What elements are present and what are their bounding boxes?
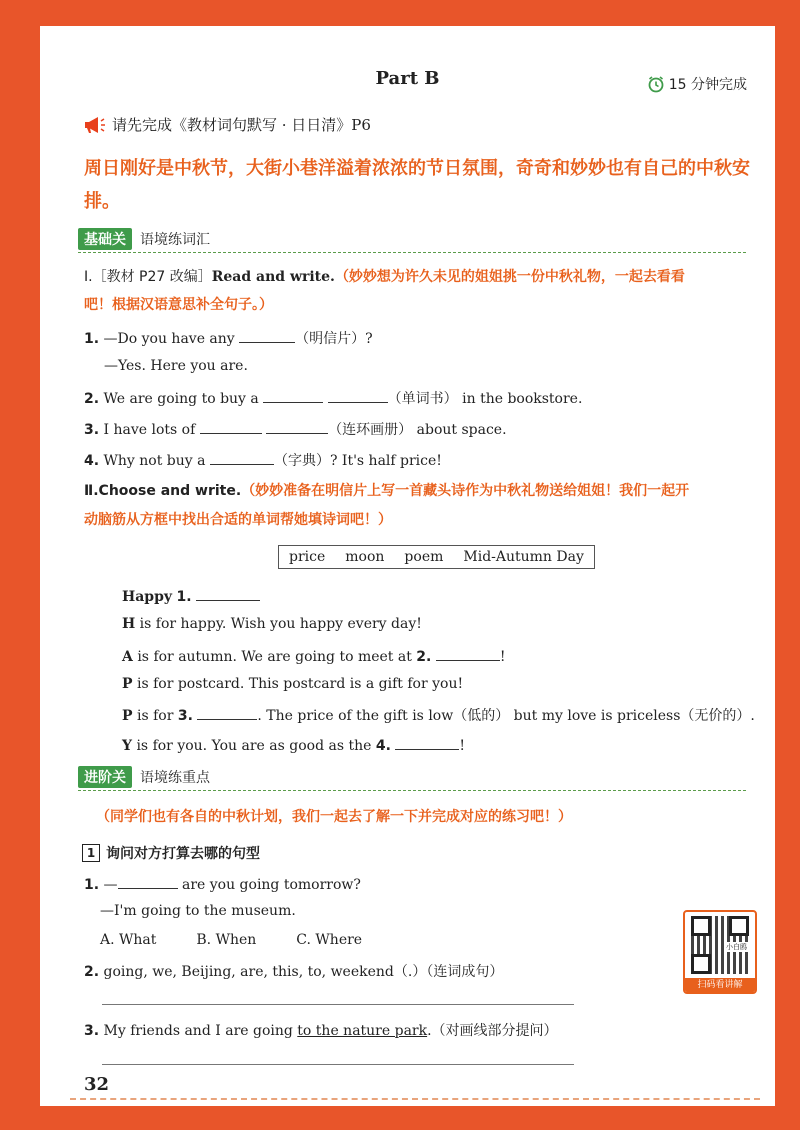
section-two-note: （同学们也有各自的中秋计划，我们一起去了解一下并完成对应的练习吧！） xyxy=(96,809,572,825)
poem-line-3 xyxy=(122,646,505,665)
answer-blank[interactable] xyxy=(328,388,388,403)
poem-line-5 xyxy=(122,705,755,725)
timer-label: 15 分钟完成 xyxy=(668,77,747,93)
section-advanced xyxy=(78,766,746,791)
question-1 xyxy=(84,328,373,348)
question-hint: （明信片）? xyxy=(295,331,373,347)
poem-text: is for autumn. We are going to meet at xyxy=(132,649,412,665)
megaphone-icon xyxy=(82,115,106,135)
answer-blank[interactable] xyxy=(200,419,262,434)
poem-text: ! xyxy=(499,649,506,665)
page-title: Part B xyxy=(375,68,440,89)
poem-initial: A xyxy=(122,649,133,665)
word-option: poem xyxy=(404,549,444,565)
bottom-divider xyxy=(70,1098,760,1100)
answer-blank[interactable] xyxy=(197,705,257,720)
part-two-title: Choose and write. xyxy=(98,483,242,499)
word-box xyxy=(278,545,595,569)
part-one-title: Read and write. xyxy=(211,269,335,285)
question-2 xyxy=(84,388,582,408)
answer-blank[interactable] xyxy=(210,450,274,465)
answer-blank[interactable] xyxy=(266,419,328,434)
poem-initial: P xyxy=(122,708,133,724)
timer xyxy=(647,74,747,94)
sub-question-2 xyxy=(84,961,503,981)
worksheet-page xyxy=(40,26,775,1106)
answer-blank[interactable] xyxy=(196,586,260,601)
question-number: 3. xyxy=(84,1023,100,1039)
choice-option[interactable]: C. Where xyxy=(296,932,363,948)
sub-question-1 xyxy=(84,874,361,893)
qr-caption: 扫码看讲解 xyxy=(685,978,755,992)
blank-number: 2. xyxy=(416,649,432,665)
part-one-label: Ⅰ.［教材 P27 改编］ xyxy=(84,269,212,285)
question-4 xyxy=(84,450,442,470)
story-text: 周日刚好是中秋节，大街小巷洋溢着浓浓的节日氛围，奇奇和妙妙也有自己的中秋安排。 xyxy=(84,158,750,212)
question-number: 1. xyxy=(84,877,100,893)
question-hint: （字典）? It's half price! xyxy=(273,453,442,469)
poem-text: Happy xyxy=(122,589,173,605)
question-text: going, we, Beijing, are, this, to, weekend（.）（连词成句） xyxy=(103,964,504,980)
answer-blank[interactable] xyxy=(263,388,323,403)
question-hint: （连环画册） about space. xyxy=(328,422,507,438)
question-number: 4. xyxy=(84,453,100,469)
question-text: —Do you have any xyxy=(103,331,235,347)
answer-line[interactable] xyxy=(102,1004,574,1005)
answer-blank[interactable] xyxy=(395,735,459,750)
underlined-phrase: to the nature park xyxy=(297,1023,428,1039)
section-basic xyxy=(78,228,746,253)
sub-question-3 xyxy=(84,1020,558,1040)
question-1-reply: —Yes. Here you are. xyxy=(104,358,248,374)
word-option: Mid-Autumn Day xyxy=(463,549,584,565)
blank-number: 1. xyxy=(176,589,192,605)
poem-text: is for xyxy=(132,708,174,724)
question-text: .（对画线部分提问） xyxy=(427,1023,558,1039)
poem-text: . The price of the gift is low（低的） but my love is priceless（无价的）. xyxy=(257,708,755,724)
word-option: moon xyxy=(345,549,385,565)
qr-finder xyxy=(691,954,711,974)
question-text: are you going tomorrow? xyxy=(181,877,361,893)
poem-line-1 xyxy=(122,586,260,605)
qr-finder xyxy=(691,916,711,936)
question-text: My friends and I are going xyxy=(103,1023,293,1039)
poem-line-4 xyxy=(122,676,463,692)
part-two-heading xyxy=(84,480,689,500)
intro-text: 请先完成《教材词句默写 · 日日清》P6 xyxy=(112,116,371,134)
part-one-heading xyxy=(84,266,685,286)
question-3 xyxy=(84,419,507,439)
subsection-title: 询问对方打算去哪的句型 xyxy=(106,846,260,862)
sub-question-1-reply: —I'm going to the museum. xyxy=(100,903,296,919)
alarm-clock-icon xyxy=(647,75,665,93)
qr-code[interactable] xyxy=(683,910,757,994)
poem-text: ! xyxy=(459,738,465,754)
choice-option[interactable]: B. When xyxy=(196,932,257,948)
choice-option[interactable]: A. What xyxy=(100,932,157,948)
poem-initial: P xyxy=(122,676,133,692)
blank-number: 4. xyxy=(375,738,391,754)
poem-line-2 xyxy=(122,616,422,632)
answer-blank[interactable] xyxy=(239,328,295,343)
page-number: 32 xyxy=(84,1074,110,1095)
question-number: 3. xyxy=(84,422,100,438)
intro xyxy=(82,114,371,135)
part-one-note-2: 吧！根据汉语意思补全句子。） xyxy=(84,297,273,313)
qr-label: 小白鸥 xyxy=(726,943,747,951)
blank-number: 3. xyxy=(177,708,193,724)
answer-line[interactable] xyxy=(102,1064,574,1065)
poem-initial: H xyxy=(122,616,136,632)
section-tag: 进阶关 xyxy=(78,766,132,788)
qr-finder xyxy=(729,916,749,936)
answer-blank[interactable] xyxy=(436,646,500,661)
section-tag: 基础关 xyxy=(78,228,132,250)
poem-text: is for postcard. This postcard is a gift for you! xyxy=(132,676,464,692)
word-option: price xyxy=(289,549,326,565)
section-title: 语境练重点 xyxy=(140,770,210,786)
question-number: 2. xyxy=(84,964,100,980)
question-text: We are going to buy a xyxy=(103,391,259,407)
question-text: I have lots of xyxy=(103,422,196,438)
question-text: — xyxy=(103,877,118,893)
poem-initial: Y xyxy=(122,738,132,754)
poem-text: is for you. You are as good as the xyxy=(132,738,372,754)
section-title: 语境练词汇 xyxy=(140,232,210,248)
part-two-label: Ⅱ. xyxy=(84,483,99,499)
poem-line-6 xyxy=(122,735,465,754)
subsection-number: 1 xyxy=(82,844,100,862)
part-two-note-1: （妙妙准备在明信片上写一首藏头诗作为中秋礼物送给姐姐！我们一起开 xyxy=(241,483,690,499)
subsection-1 xyxy=(82,843,260,863)
question-text: Why not buy a xyxy=(103,453,206,469)
part-two-note-2: 动脑筋从方框中找出合适的单词帮她填诗词吧！） xyxy=(84,512,392,528)
choice-options xyxy=(100,932,362,948)
answer-blank[interactable] xyxy=(118,874,178,889)
question-number: 1. xyxy=(84,331,100,347)
question-hint: （单词书） in the bookstore. xyxy=(387,391,583,407)
question-number: 2. xyxy=(84,391,100,407)
part-one-note-1: （妙妙想为许久未见的姐姐挑一份中秋礼物，一起去看看 xyxy=(334,269,685,285)
poem-text: is for happy. Wish you happy every day! xyxy=(135,616,422,632)
